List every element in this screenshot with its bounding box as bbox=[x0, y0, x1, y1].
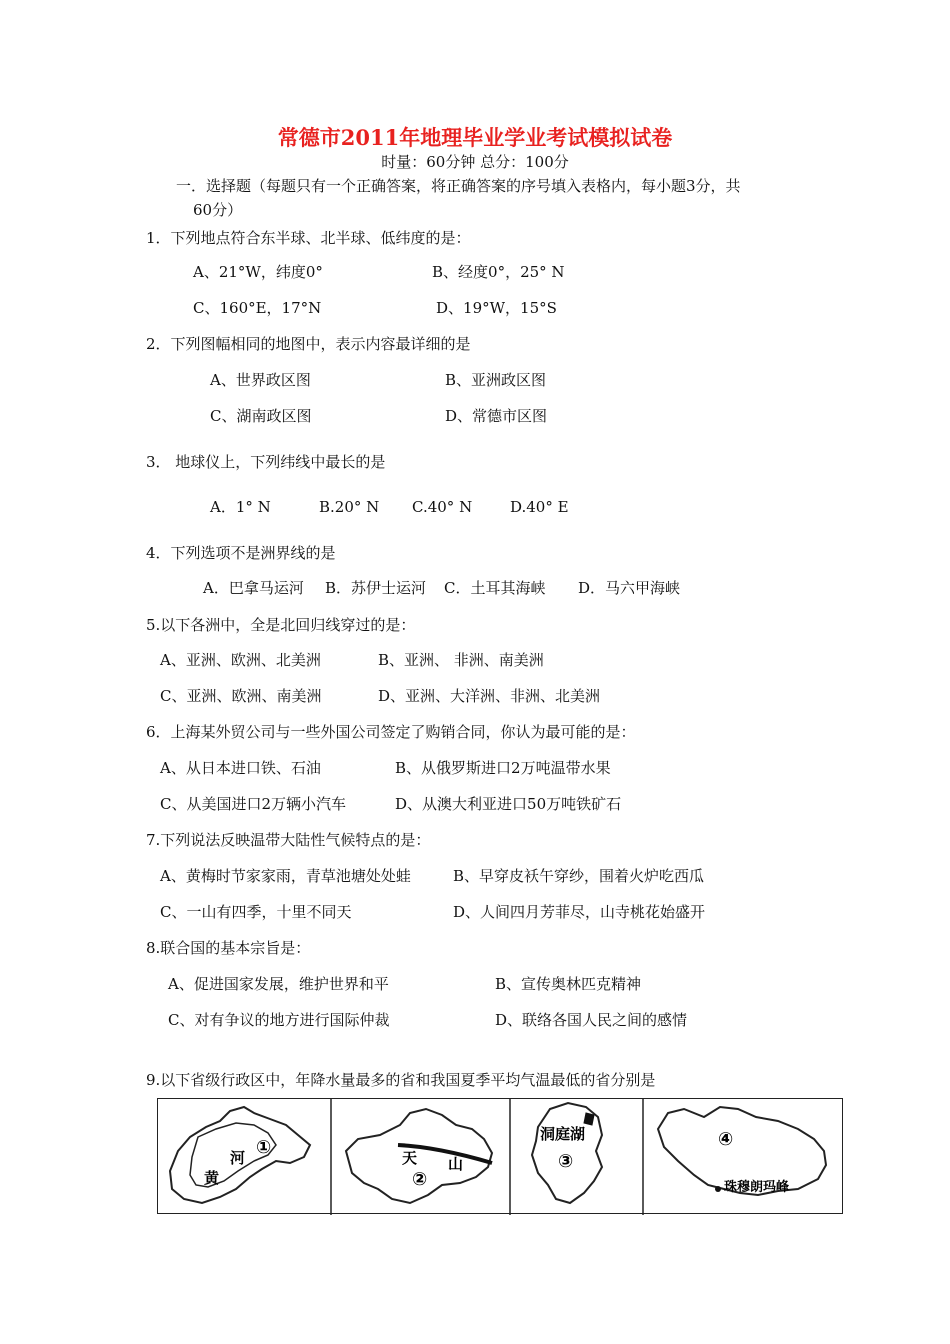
question-3-option-c: C.40° N bbox=[412, 498, 473, 516]
map-3-hunan bbox=[532, 1103, 602, 1203]
question-1-stem: 1．下列地点符合东半球、北半球、低纬度的是： bbox=[146, 229, 471, 247]
question-1-option-d: D、19°W，15°S bbox=[436, 299, 557, 317]
map-3-lake-label: 洞庭湖 bbox=[540, 1125, 586, 1143]
question-8-stem: 8.联合国的基本宗旨是： bbox=[146, 939, 311, 957]
question-5-option-c: C、亚洲、欧洲、南美洲 bbox=[160, 687, 322, 705]
question-4-stem: 4．下列选项不是洲界线的是 bbox=[146, 544, 336, 562]
page-title: 常德市2011年地理毕业学业考试模拟试卷 bbox=[277, 125, 673, 150]
question-6-stem: 6．上海某外贸公司与一些外国公司签定了购销合同，你认为最可能的是： bbox=[146, 723, 636, 741]
question-6-option-c: C、从美国进口2万辆小汽车 bbox=[160, 795, 347, 813]
question-1-option-c: C、160°E，17°N bbox=[193, 299, 322, 317]
question-9-stem: 9.以下省级行政区中，年降水量最多的省和我国夏季平均气温最低的省分别是 bbox=[146, 1071, 656, 1089]
question-6-option-d: D、从澳大利亚进口50万吨铁矿石 bbox=[395, 795, 622, 813]
question-8-option-b: B、宣传奥林匹克精神 bbox=[495, 975, 642, 993]
question-4-option-b: B．苏伊士运河 bbox=[325, 579, 427, 597]
question-7-option-a: A、黄梅时节家家雨，青草池塘处处蛙 bbox=[160, 867, 411, 885]
question-1-option-a: A、21°W，纬度0° bbox=[193, 263, 323, 281]
map-4-peak-label: 珠穆朗玛峰 bbox=[724, 1180, 790, 1195]
section-instructions-line2: 60分） bbox=[193, 201, 243, 219]
question-3-option-b: B.20° N bbox=[319, 498, 380, 516]
question-5-option-b: B、亚洲、 非洲、南美洲 bbox=[378, 651, 544, 669]
map-1-river-char-2: 河 bbox=[230, 1149, 246, 1167]
question-2-stem: 2．下列图幅相同的地图中，表示内容最详细的是 bbox=[146, 335, 471, 353]
map-4-number: ④ bbox=[718, 1129, 734, 1150]
province-maps-svg bbox=[158, 1099, 844, 1215]
question-6-option-a: A、从日本进口铁、石油 bbox=[160, 759, 321, 777]
question-7-option-c: C、一山有四季，十里不同天 bbox=[160, 903, 352, 921]
question-1-option-b: B、经度0°，25° N bbox=[432, 263, 565, 281]
question-5-option-a: A、亚洲、欧洲、北美洲 bbox=[160, 651, 321, 669]
map-1-number: ① bbox=[256, 1137, 272, 1158]
question-7-stem: 7.下列说法反映温带大陆性气候特点的是： bbox=[146, 831, 431, 849]
question-3-option-a: A．1° N bbox=[210, 498, 271, 516]
question-3-option-d: D.40° E bbox=[510, 498, 569, 516]
section-instructions-line1: 一．选择题（每题只有一个正确答案，将正确答案的序号填入表格内，每小题3分，共 bbox=[176, 177, 741, 195]
exam-info: 时量：60分钟 总分：100分 bbox=[381, 153, 569, 171]
question-4-option-d: D．马六甲海峡 bbox=[578, 579, 681, 597]
question-8-option-a: A、促进国家发展，维护世界和平 bbox=[168, 975, 389, 993]
question-7-option-d: D、人间四月芳菲尽，山寺桃花始盛开 bbox=[453, 903, 706, 921]
map-4-peak-marker bbox=[715, 1186, 721, 1192]
question-2-option-d: D、常德市区图 bbox=[445, 407, 548, 425]
map-3-number: ③ bbox=[558, 1151, 574, 1172]
question-4-option-a: A．巴拿马运河 bbox=[203, 579, 304, 597]
question-2-option-c: C、湖南政区图 bbox=[210, 407, 312, 425]
map-2-mountain-char-2: 山 bbox=[448, 1155, 464, 1173]
question-8-option-d: D、联络各国人民之间的感情 bbox=[495, 1011, 688, 1029]
map-1-river-char-1: 黄 bbox=[204, 1169, 220, 1187]
map-2-number: ② bbox=[412, 1169, 428, 1190]
question-5-option-d: D、亚洲、大洋洲、非洲、北美洲 bbox=[378, 687, 601, 705]
question-8-option-c: C、对有争议的地方进行国际仲裁 bbox=[168, 1011, 390, 1029]
question-4-option-c: C．土耳其海峡 bbox=[444, 579, 546, 597]
question-5-stem: 5.以下各洲中，全是北回归线穿过的是： bbox=[146, 616, 416, 634]
question-2-option-a: A、世界政区图 bbox=[210, 371, 311, 389]
question-2-option-b: B、亚洲政区图 bbox=[445, 371, 547, 389]
question-7-option-b: B、早穿皮袄午穿纱，围着火炉吃西瓜 bbox=[453, 867, 705, 885]
province-maps-figure bbox=[157, 1098, 843, 1214]
map-2-xinjiang bbox=[346, 1109, 492, 1203]
map-2-mountain-char-1: 天 bbox=[402, 1149, 418, 1167]
map-1-shandong bbox=[170, 1107, 310, 1203]
map-4-tibet bbox=[658, 1107, 826, 1195]
question-6-option-b: B、从俄罗斯进口2万吨温带水果 bbox=[395, 759, 611, 777]
question-3-stem: 3． 地球仪上，下列纬线中最长的是 bbox=[146, 453, 386, 471]
